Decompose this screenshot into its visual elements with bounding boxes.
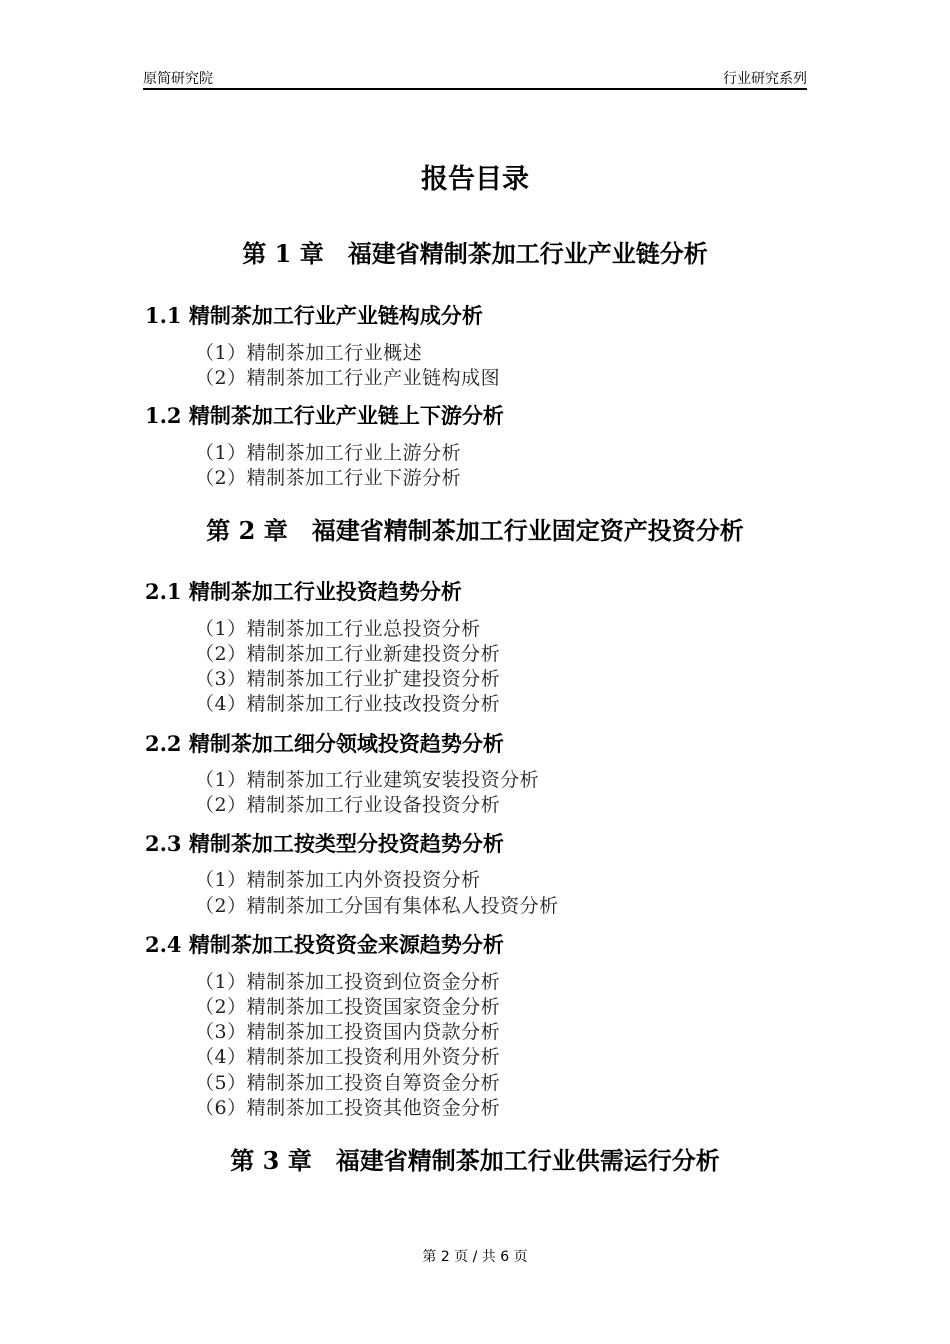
toc-item: （2）精制茶加工行业产业链构成图 [195,367,501,389]
toc-item: （1）精制茶加工投资到位资金分析 [195,971,501,993]
toc-item: （1）精制茶加工行业建筑安装投资分析 [195,769,540,791]
section-heading-1-1: 1.1 精制茶加工行业产业链构成分析 [145,303,483,328]
toc-item: （4）精制茶加工行业技改投资分析 [195,693,501,715]
section-heading-1-2: 1.2 精制茶加工行业产业链上下游分析 [145,403,504,428]
chapter-heading-3: 第 3 章 福建省精制茶加工行业供需运行分析 [230,1146,720,1175]
section-heading-2-4: 2.4 精制茶加工投资资金来源趋势分析 [145,932,504,957]
toc-item: （3）精制茶加工投资国内贷款分析 [195,1021,501,1043]
toc-item: （1）精制茶加工内外资投资分析 [195,869,481,891]
toc-item: （5）精制茶加工投资自筹资金分析 [195,1072,501,1094]
section-heading-2-3: 2.3 精制茶加工按类型分投资趋势分析 [145,831,504,856]
toc-item: （6）精制茶加工投资其他资金分析 [195,1097,501,1119]
toc-item: （1）精制茶加工行业概述 [195,342,423,364]
toc-item: （1）精制茶加工行业总投资分析 [195,618,481,640]
toc-item: （2）精制茶加工投资国家资金分析 [195,996,501,1018]
chapter-heading-1: 第 1 章 福建省精制茶加工行业产业链分析 [242,239,708,268]
page-indicator: 第 2 页 / 共 6 页 [422,1249,528,1265]
toc-item: （1）精制茶加工行业上游分析 [195,442,462,464]
chapter-heading-2: 第 2 章 福建省精制茶加工行业固定资产投资分析 [206,516,744,545]
toc-item: （2）精制茶加工行业下游分析 [195,467,462,489]
toc-item: （2）精制茶加工行业新建投资分析 [195,643,501,665]
header-series: 行业研究系列 [723,71,807,87]
toc-item: （3）精制茶加工行业扩建投资分析 [195,668,501,690]
toc-item: （2）精制茶加工行业设备投资分析 [195,794,501,816]
page-title: 报告目录 [421,164,529,195]
toc-item: （2）精制茶加工分国有集体私人投资分析 [195,895,559,917]
page-header [143,66,807,90]
header-org: 原简研究院 [143,71,213,87]
section-heading-2-2: 2.2 精制茶加工细分领域投资趋势分析 [145,731,504,756]
section-heading-2-1: 2.1 精制茶加工行业投资趋势分析 [145,579,462,604]
toc-item: （4）精制茶加工投资利用外资分析 [195,1046,501,1068]
